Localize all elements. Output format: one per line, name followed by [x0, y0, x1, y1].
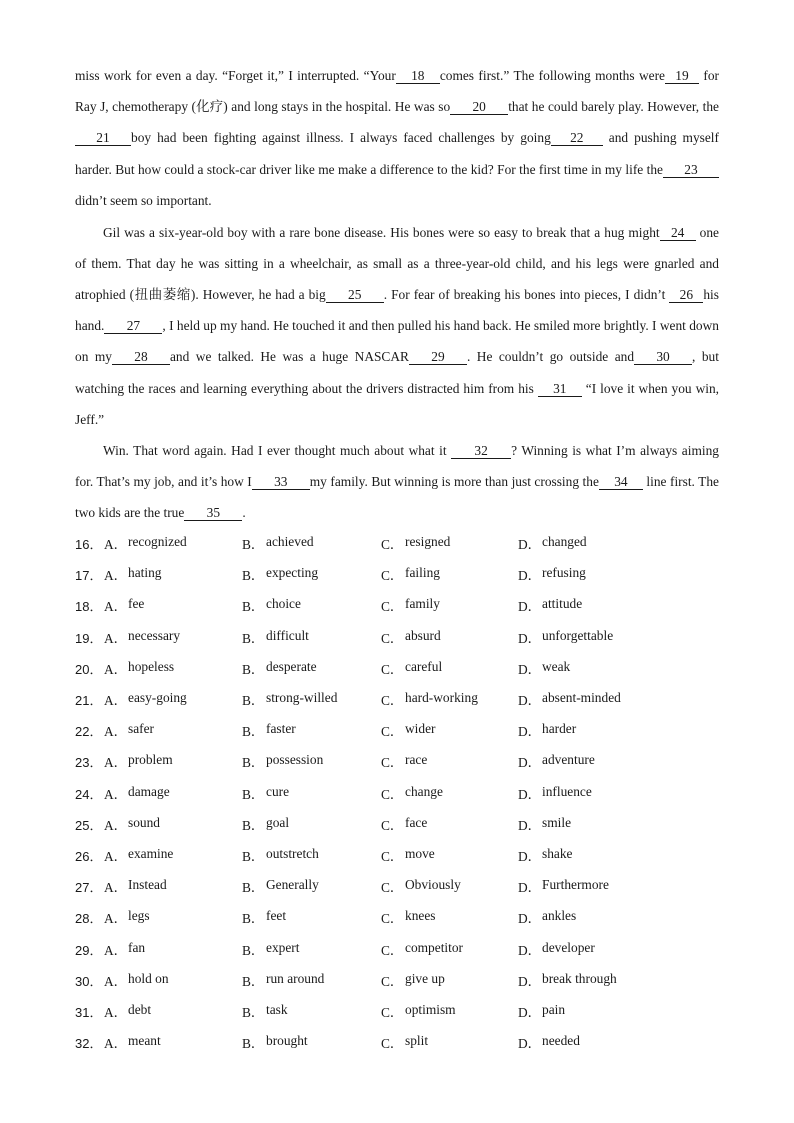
option-text: absent-minded — [542, 690, 621, 706]
option-text: break through — [542, 970, 617, 986]
question-number: 29． — [75, 942, 103, 958]
option-text: harder — [542, 721, 577, 737]
question-number: 19． — [75, 630, 103, 646]
passage-text: . — [242, 504, 246, 520]
option-letter: D． — [518, 755, 542, 771]
option-letter: A． — [104, 817, 128, 833]
option-c — [381, 908, 518, 927]
question-row — [75, 653, 735, 684]
option-b — [242, 1002, 381, 1021]
option-d — [518, 659, 658, 678]
option-d — [518, 721, 658, 740]
option-text: hold on — [128, 970, 169, 986]
question-row — [75, 996, 735, 1027]
passage-text: and we talked. He was a huge NASCAR — [169, 349, 409, 365]
option-text: examine — [128, 845, 174, 861]
question-row — [75, 746, 735, 777]
option-letter: C． — [381, 1004, 404, 1020]
option-d — [518, 1033, 658, 1052]
option-letter: B． — [242, 724, 265, 740]
option-d — [518, 940, 658, 959]
option-letter: B． — [242, 817, 265, 833]
option-letter: B． — [242, 786, 265, 802]
option-text: hard-working — [405, 690, 478, 706]
option-letter: D． — [518, 848, 542, 864]
passage-text: , I held up my hand. He touched it and then pulled his hand back. He smiled more brightly. I went down on my — [75, 318, 719, 365]
option-letter: B． — [242, 1004, 265, 1020]
option-text: optimism — [405, 1001, 456, 1017]
option-a — [104, 721, 242, 740]
passage-text: line first. The two kids are the true — [75, 473, 719, 520]
option-c — [381, 940, 518, 959]
option-text: meant — [128, 1033, 161, 1049]
option-d — [518, 690, 658, 709]
question-number: 31． — [75, 1004, 103, 1020]
option-text: Generally — [266, 877, 319, 893]
question-number: 20． — [75, 661, 103, 677]
question-row — [75, 840, 735, 871]
passage-text: miss work for even a day. “Forget it,” I interrupted. “Your — [75, 68, 396, 83]
option-letter: A． — [104, 630, 128, 646]
option-letter: C． — [381, 599, 404, 615]
passage-text: . For fear of breaking his bones into pieces, I didn’t — [383, 286, 670, 302]
question-row — [75, 965, 735, 996]
option-c — [381, 877, 518, 896]
option-text: developer — [542, 939, 595, 955]
option-letter: D． — [518, 911, 542, 927]
option-text: expecting — [266, 565, 319, 581]
option-letter: D． — [518, 880, 542, 896]
question-number: 16． — [75, 537, 103, 553]
option-letter: D． — [518, 661, 542, 677]
blank-28: 28 — [112, 349, 170, 365]
option-text: expert — [266, 939, 300, 955]
option-d — [518, 565, 658, 584]
option-b — [242, 565, 381, 584]
option-c — [381, 628, 518, 647]
option-text: achieved — [266, 534, 314, 550]
option-b — [242, 690, 381, 709]
option-text: fan — [128, 939, 146, 955]
option-letter: D． — [518, 630, 542, 646]
option-a — [104, 690, 242, 709]
question-options-list — [75, 528, 735, 1058]
option-text: pain — [542, 1001, 566, 1017]
option-d — [518, 784, 658, 803]
question-row — [75, 778, 735, 809]
option-letter: A． — [104, 880, 128, 896]
option-text: necessary — [128, 627, 181, 643]
option-letter: D． — [518, 599, 542, 615]
question-number: 26． — [75, 848, 103, 864]
option-text: outstretch — [266, 845, 319, 861]
option-d — [518, 1002, 658, 1021]
option-text: goal — [266, 814, 290, 830]
option-text: give up — [405, 970, 445, 986]
option-text: changed — [542, 534, 587, 550]
option-text: unforgettable — [542, 627, 614, 643]
question-number: 18． — [75, 599, 103, 615]
option-b — [242, 846, 381, 865]
option-b — [242, 721, 381, 740]
question-number: 21． — [75, 693, 103, 709]
question-number: 27． — [75, 880, 103, 896]
option-letter: A． — [104, 537, 128, 553]
option-letter: C． — [381, 630, 404, 646]
blank-35: 35 — [184, 505, 242, 521]
blank-26: 26 — [669, 287, 703, 303]
option-a — [104, 846, 242, 865]
option-text: task — [266, 1001, 288, 1017]
option-letter: D． — [518, 973, 542, 989]
option-letter: C． — [381, 724, 404, 740]
option-letter: B． — [242, 911, 265, 927]
option-letter: C． — [381, 568, 404, 584]
option-letter: B． — [242, 1036, 265, 1052]
blank-19: 19 — [665, 68, 699, 84]
option-text: choice — [266, 596, 301, 612]
option-letter: B． — [242, 880, 265, 896]
option-text: Obviously — [405, 877, 461, 893]
option-text: move — [405, 845, 435, 861]
option-letter: B． — [242, 599, 265, 615]
passage-text: didn’t seem so important. — [75, 192, 212, 208]
option-text: Instead — [128, 877, 167, 893]
option-a — [104, 596, 242, 615]
option-text: recognized — [128, 534, 187, 550]
option-text: race — [405, 752, 428, 768]
option-a — [104, 877, 242, 896]
option-b — [242, 596, 381, 615]
question-row — [75, 590, 735, 621]
option-text: wider — [405, 721, 436, 737]
option-d — [518, 628, 658, 647]
option-a — [104, 628, 242, 647]
passage-text: for Ray J, chemotherapy (化疗) and long stays in the hospital. He was so — [75, 68, 719, 115]
option-text: needed — [542, 1033, 580, 1049]
option-text: difficult — [266, 627, 309, 643]
option-c — [381, 534, 518, 553]
question-number: 24． — [75, 786, 103, 802]
question-row — [75, 559, 735, 590]
option-letter: A． — [104, 1036, 128, 1052]
question-number: 25． — [75, 817, 103, 833]
option-letter: C． — [381, 817, 404, 833]
option-text: resigned — [405, 534, 451, 550]
question-number: 23． — [75, 755, 103, 771]
option-letter: A． — [104, 568, 128, 584]
option-letter: B． — [242, 755, 265, 771]
option-d — [518, 752, 658, 771]
option-letter: D． — [518, 1004, 542, 1020]
option-b — [242, 534, 381, 553]
passage-paragraph-3 — [75, 435, 719, 529]
option-b — [242, 908, 381, 927]
passage-text: his hand. — [75, 286, 719, 334]
passage-text: and pushing myself harder. But how could a stock-car driver like me make a difference to the kid? For the first time in my life the — [75, 130, 719, 177]
option-letter: C． — [381, 661, 404, 677]
blank-27: 27 — [104, 318, 162, 334]
option-letter: A． — [104, 786, 128, 802]
option-letter: C． — [381, 848, 404, 864]
passage-text: , but watching the races and learning everything about the drivers distracted him from his — [75, 349, 719, 396]
option-letter: D． — [518, 724, 542, 740]
option-letter: D． — [518, 942, 542, 958]
option-b — [242, 628, 381, 647]
question-row — [75, 871, 735, 902]
option-letter: B． — [242, 693, 265, 709]
question-row — [75, 933, 735, 964]
option-b — [242, 784, 381, 803]
blank-29: 29 — [409, 349, 467, 365]
option-letter: A． — [104, 724, 128, 740]
option-c — [381, 721, 518, 740]
option-letter: A． — [104, 973, 128, 989]
option-c — [381, 752, 518, 771]
question-number: 28． — [75, 911, 103, 927]
option-d — [518, 846, 658, 865]
option-text: desperate — [266, 658, 317, 674]
option-a — [104, 1002, 242, 1021]
option-c — [381, 971, 518, 990]
option-a — [104, 1033, 242, 1052]
passage-paragraph-2 — [75, 217, 719, 435]
option-text: fee — [128, 596, 145, 612]
option-d — [518, 971, 658, 990]
option-letter: C． — [381, 973, 404, 989]
option-letter: C． — [381, 942, 404, 958]
option-letter: A． — [104, 1004, 128, 1020]
passage-text: my family. But winning is more than just crossing the — [309, 473, 599, 489]
option-b — [242, 971, 381, 990]
option-text: legs — [128, 908, 150, 924]
blank-25: 25 — [326, 287, 384, 303]
option-letter: A． — [104, 942, 128, 958]
option-letter: D． — [518, 693, 542, 709]
passage-text: comes first.” The following months were — [439, 68, 665, 83]
blank-20: 20 — [450, 99, 508, 115]
option-letter: D． — [518, 1036, 542, 1052]
passage-text: that he could barely play. However, the — [508, 99, 719, 115]
option-a — [104, 908, 242, 927]
option-letter: D． — [518, 568, 542, 584]
passage-text: boy had been fighting against illness. I always faced challenges by going — [131, 130, 551, 146]
passage-text: ? Winning is what I’m always aiming for. That’s my job, and it’s how I — [75, 442, 719, 489]
blank-21: 21 — [75, 130, 131, 146]
option-text: feet — [266, 908, 287, 924]
option-c — [381, 815, 518, 834]
option-text: attitude — [542, 596, 583, 612]
blank-18: 18 — [396, 68, 440, 84]
option-text: safer — [128, 721, 155, 737]
option-letter: B． — [242, 537, 265, 553]
option-letter: A． — [104, 661, 128, 677]
option-letter: C． — [381, 911, 404, 927]
option-letter: B． — [242, 973, 265, 989]
option-text: debt — [128, 1001, 152, 1017]
option-letter: C． — [381, 693, 404, 709]
option-letter: D． — [518, 817, 542, 833]
option-c — [381, 690, 518, 709]
passage-text: “I love it when you win, Jeff.” — [75, 380, 720, 427]
question-number: 17． — [75, 568, 103, 584]
option-text: faster — [266, 721, 296, 737]
option-b — [242, 1033, 381, 1052]
option-letter: C． — [381, 537, 404, 553]
option-b — [242, 752, 381, 771]
question-row — [75, 622, 735, 653]
option-d — [518, 596, 658, 615]
option-c — [381, 1002, 518, 1021]
option-text: weak — [542, 658, 571, 674]
option-text: split — [405, 1033, 429, 1049]
option-text: absurd — [405, 627, 441, 643]
question-number: 32． — [75, 1036, 103, 1052]
question-row — [75, 684, 735, 715]
option-letter: C． — [381, 755, 404, 771]
option-letter: B． — [242, 661, 265, 677]
option-letter: C． — [381, 786, 404, 802]
passage-text: Gil was a six-year-old boy with a rare bone disease. His bones were so easy to break that a hug might — [103, 224, 660, 240]
question-row — [75, 902, 735, 933]
blank-24: 24 — [660, 225, 696, 241]
option-letter: A． — [104, 848, 128, 864]
question-number: 30． — [75, 973, 103, 989]
option-letter: A． — [104, 911, 128, 927]
option-text: hopeless — [128, 658, 175, 674]
option-b — [242, 659, 381, 678]
blank-22: 22 — [551, 130, 603, 146]
option-c — [381, 784, 518, 803]
option-text: cure — [266, 783, 290, 799]
question-row — [75, 528, 735, 559]
option-text: problem — [128, 752, 173, 768]
option-text: family — [405, 596, 440, 612]
option-text: run around — [266, 970, 325, 986]
option-letter: C． — [381, 1036, 404, 1052]
option-letter: B． — [242, 942, 265, 958]
option-text: possession — [266, 752, 324, 768]
blank-32: 32 — [451, 443, 511, 459]
option-text: easy-going — [128, 690, 187, 706]
question-row — [75, 1027, 735, 1058]
option-letter: A． — [104, 693, 128, 709]
option-letter: A． — [104, 755, 128, 771]
option-text: sound — [128, 814, 160, 830]
option-text: influence — [542, 783, 592, 799]
option-letter: D． — [518, 537, 542, 553]
option-d — [518, 877, 658, 896]
option-b — [242, 877, 381, 896]
option-text: brought — [266, 1033, 308, 1049]
option-a — [104, 971, 242, 990]
blank-31: 31 — [538, 381, 582, 397]
option-letter: C． — [381, 880, 404, 896]
blank-34: 34 — [599, 474, 643, 490]
option-letter: A． — [104, 599, 128, 615]
option-text: hating — [128, 565, 162, 581]
option-letter: D． — [518, 786, 542, 802]
option-c — [381, 659, 518, 678]
option-c — [381, 1033, 518, 1052]
option-b — [242, 815, 381, 834]
option-letter: B． — [242, 568, 265, 584]
question-row — [75, 809, 735, 840]
option-a — [104, 659, 242, 678]
option-letter: B． — [242, 848, 265, 864]
option-text: adventure — [542, 752, 595, 768]
blank-30: 30 — [634, 349, 692, 365]
blank-33: 33 — [252, 474, 310, 490]
blank-23: 23 — [663, 162, 719, 178]
option-text: smile — [542, 814, 572, 830]
option-text: knees — [405, 908, 436, 924]
option-text: competitor — [405, 939, 464, 955]
option-b — [242, 940, 381, 959]
option-d — [518, 534, 658, 553]
option-text: careful — [405, 658, 443, 674]
option-text: strong-willed — [266, 690, 338, 706]
question-row — [75, 715, 735, 746]
option-c — [381, 846, 518, 865]
option-a — [104, 784, 242, 803]
passage-text: Win. That word again. Had I ever thought much about what it — [103, 442, 452, 458]
option-text: face — [405, 814, 428, 830]
option-a — [104, 565, 242, 584]
option-a — [104, 752, 242, 771]
option-letter: B． — [242, 630, 265, 646]
option-a — [104, 534, 242, 553]
option-text: failing — [405, 565, 440, 581]
option-text: change — [405, 783, 443, 799]
option-text: ankles — [542, 908, 577, 924]
option-c — [381, 565, 518, 584]
passage-text: . He couldn’t go outside and — [466, 349, 635, 365]
passage-text: one of them. That day he was sitting in a wheelchair, as small as a three-year-old child, and his legs were gnarled and atrophied (扭曲萎缩). However, he had a big — [75, 224, 720, 302]
option-d — [518, 815, 658, 834]
passage-paragraph-1 — [75, 60, 719, 216]
question-number: 22． — [75, 724, 103, 740]
option-text: shake — [542, 845, 573, 861]
option-text: refusing — [542, 565, 586, 581]
option-c — [381, 596, 518, 615]
option-a — [104, 815, 242, 834]
option-text: Furthermore — [542, 877, 609, 893]
option-d — [518, 908, 658, 927]
option-a — [104, 940, 242, 959]
option-text: damage — [128, 783, 170, 799]
